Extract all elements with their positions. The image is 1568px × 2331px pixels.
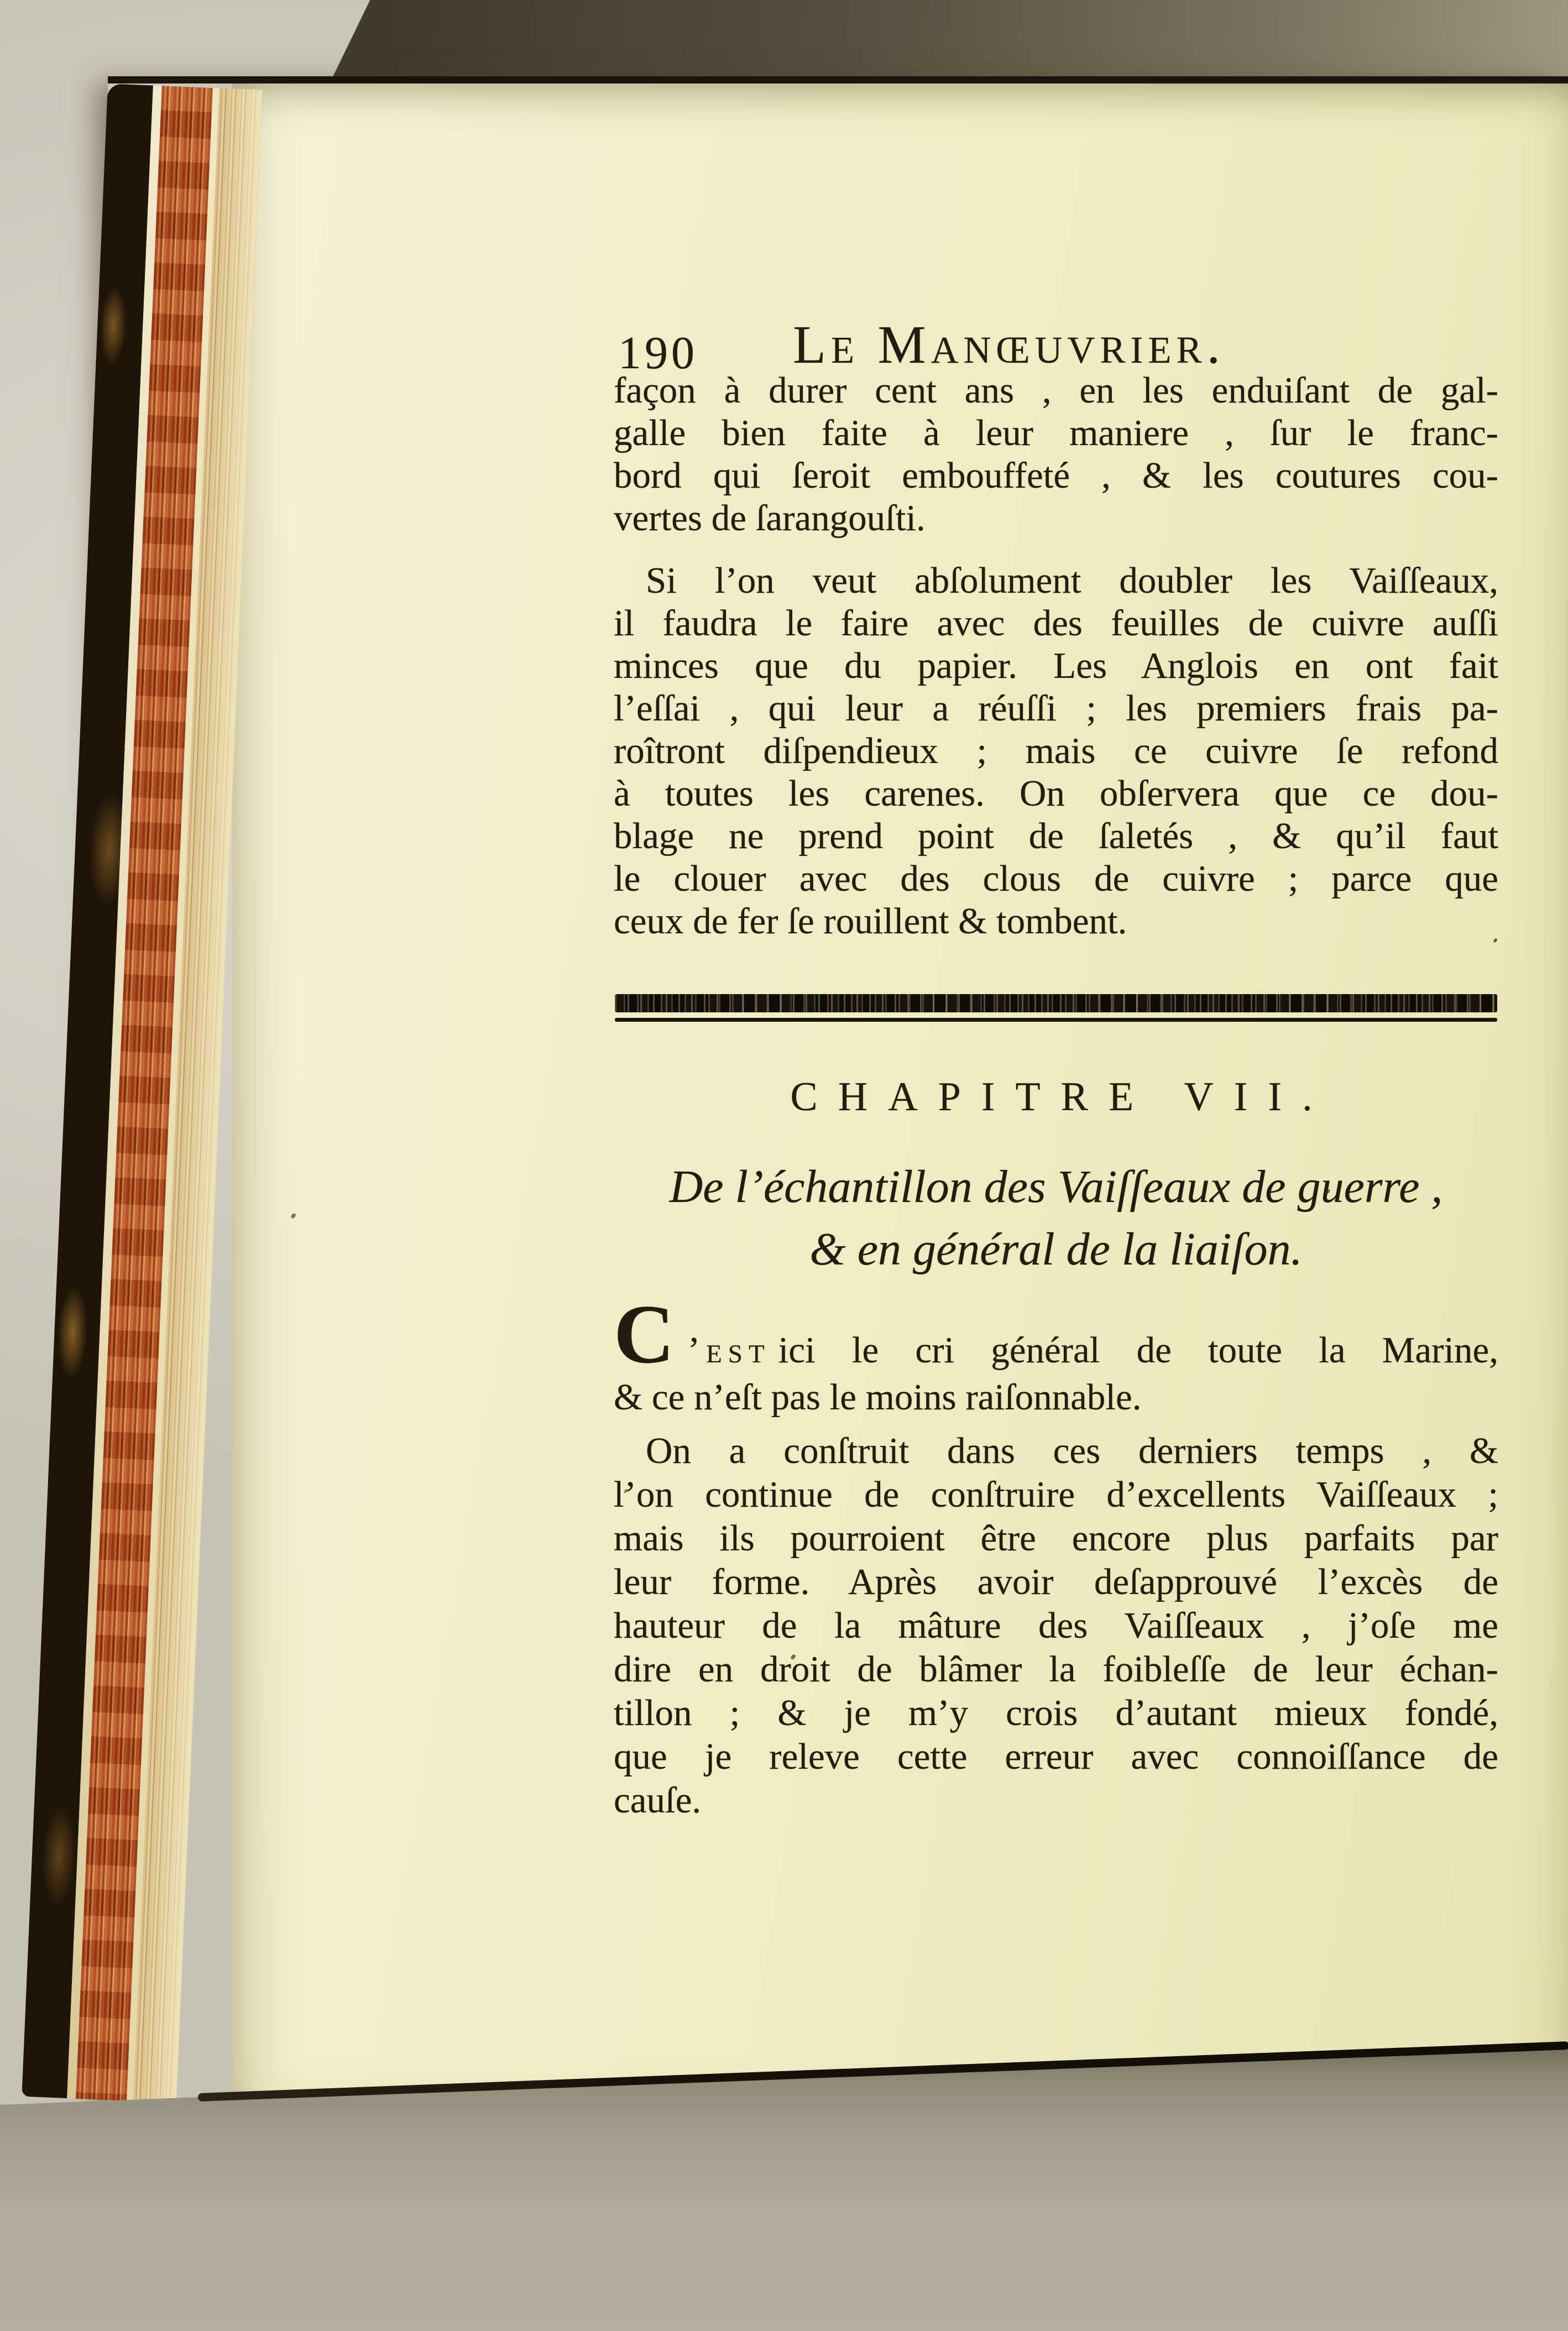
text-line: cauſe.	[614, 1780, 702, 1821]
text-line: On a conſtruit dans ces derniers temps , &	[646, 1430, 1498, 1471]
text-line: & ce n’eſt pas le moins raiſonnable.	[614, 1377, 1142, 1418]
text-line: blage ne prend point de ſaletés , & qu’il faut	[614, 816, 1498, 856]
page-number: 190	[618, 327, 698, 379]
page-text	[614, 0, 1498, 2331]
section-divider	[615, 994, 1497, 1022]
text-line: il faudra le faire avec des feuilles de cuivre auſſi	[614, 603, 1498, 644]
dropcap-paragraph	[614, 1288, 1498, 1421]
text-line: façon à durer cent ans , en les enduiſant de gal-	[614, 370, 1498, 411]
text-line: vertes de ſarangouſti.	[614, 498, 926, 539]
running-title: Le Manœuvrier.	[793, 315, 1225, 375]
page-header	[614, 314, 1498, 379]
ornamental-rule-line	[615, 1018, 1497, 1022]
chapter-subtitle-line: & en général de la liaiſon.	[809, 1224, 1303, 1275]
text-line	[614, 1288, 1498, 1381]
text-line: à toutes les carenes. On obſervera que ce dou-	[614, 773, 1498, 814]
text-line: galle bien faite à leur maniere , ſur le franc-	[614, 412, 1498, 453]
text-line: ceux de fer ſe rouillent & tombent.	[614, 901, 1127, 942]
smallcaps-text: ’est	[687, 1330, 771, 1371]
text-line: l’eſſai , qui leur a réuſſi ; les premiers frais pa-	[614, 688, 1498, 729]
text-line: l’on continue de conſtruire d’excellents Vaiſſeaux ;	[614, 1474, 1498, 1515]
text-line: leur forme. Après avoir deſapprouvé l’excès de	[614, 1561, 1498, 1602]
chapter-heading: CHAPITRE VII.	[790, 1074, 1333, 1120]
dropcap-initial: C	[614, 1288, 675, 1381]
paragraph	[614, 1429, 1498, 1822]
text-line: hauteur de la mâture des Vaiſſeaux , j’oſe me	[614, 1605, 1498, 1646]
text-line: tillon ; & je m’y crois d’autant mieux fondé,	[614, 1692, 1498, 1733]
text-line: bord qui ſeroit embouffeté , & les coutures cou-	[614, 455, 1498, 496]
text-line: roîtront diſpendieux ; mais ce cuivre ſe refond	[614, 730, 1498, 771]
text-line: le clouer avec des clous de cuivre ; parce que	[614, 858, 1498, 899]
paragraph	[614, 369, 1498, 540]
text-line: dire en droit de blâmer la foibleſſe de leur échan-	[614, 1649, 1498, 1690]
text-run: ici le cri général de toute la Marine,	[778, 1330, 1498, 1371]
text-line: minces que du papier. Les Anglois en ont fait	[614, 645, 1498, 686]
ornamental-rule-band	[615, 994, 1497, 1012]
chapter-subtitle	[614, 1156, 1498, 1281]
text-line: mais ils pourroient être encore plus parfaits par	[614, 1518, 1498, 1559]
book-fore-edges	[22, 83, 263, 2103]
text-line: Si l’on veut abſolument doubler les Vaiſſeaux,	[646, 560, 1498, 601]
text-line: que je releve cette erreur avec connoiſſance de	[614, 1736, 1498, 1777]
paragraph	[614, 560, 1498, 943]
chapter-subtitle-line: De l’échantillon des Vaiſſeaux de guerre ,	[669, 1161, 1443, 1212]
